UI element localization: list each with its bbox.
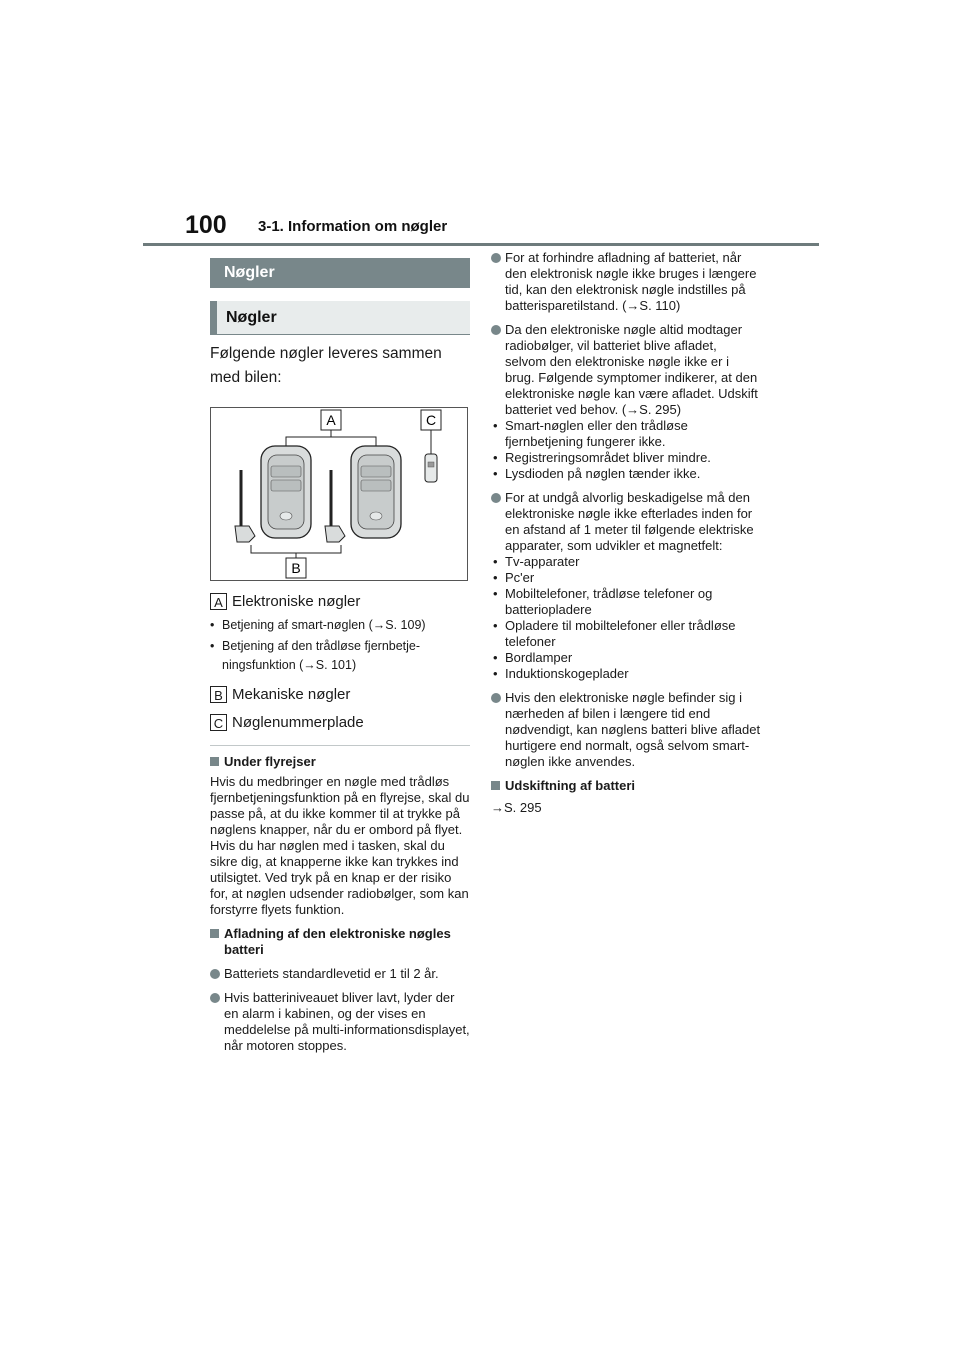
legend-item-c (210, 714, 470, 731)
divider (210, 745, 470, 746)
subsection-title: Nøgler (210, 301, 470, 335)
note-heading-battery: Afladning af den elektroniske nøgles batteri (210, 926, 470, 958)
list-item: • Mobiltelefoner, trådløse telefoner og batteriopladere (491, 586, 761, 618)
list-item: • Bordlamper (491, 650, 761, 666)
note-heading-replace: Udskiftning af batteri (491, 778, 761, 794)
legend-label: Mekaniske nøgler (232, 686, 351, 703)
keys-illustration (210, 407, 468, 581)
note-point: For at undgå alvorlig beskadigelse må den elektroniske nøgle ikke efterlades inden for en afstand af 1 meter til følgende elektriske apparater, som udvikler et magnetfelt: (491, 490, 761, 554)
legend-label: Nøglenummerplade (232, 714, 364, 731)
callout-b: B (291, 560, 301, 576)
note-point: Batteriets standardlevetid er 1 til 2 år. (210, 966, 470, 982)
note-heading-flight: Under flyrejser (210, 754, 470, 770)
left-column (210, 258, 470, 1054)
list-item: • Smart-nøglen eller den trådløse fjernbetjening fungerer ikke. (491, 418, 761, 450)
list-item: • Induktionskogeplader (491, 666, 761, 682)
list-item: • Betjening af den trådløse fjernbetje-ningsfunktion (→S. 101) (210, 637, 470, 675)
symptom-list (491, 418, 761, 482)
mechanical-key-2 (325, 470, 345, 542)
legend-item-a (210, 593, 470, 610)
page-reference: →S. 295 (491, 800, 542, 815)
intro-text: Følgende nøgler leveres sammen med bilen: (210, 345, 442, 386)
list-item: • Lysdioden på nøglen tænder ikke. (491, 466, 761, 482)
section-title: Nøgler (210, 258, 470, 288)
list-item: • Tv-apparater (491, 554, 761, 570)
note-point: Hvis den elektroniske nøgle befinder sig i nærheden af bilen i længere tid end nødvendigt, kan nøglens batteri blive afladet hurtigere end normalt, også selvom smart-nøglen ikke anvendes. (491, 690, 761, 770)
callout-c: C (425, 412, 437, 428)
keys-drawing (211, 408, 467, 580)
legend-letter: C (210, 714, 227, 731)
list-item: • Pc'er (491, 570, 761, 586)
legend-letter: B (210, 686, 227, 703)
list-item: • Registreringsområdet bliver mindre. (491, 450, 761, 466)
smart-key-fob-1 (261, 446, 311, 538)
legend-label: Elektroniske nøgler (232, 593, 361, 610)
legend-a-bullets (210, 616, 470, 675)
note-point: For at forhindre afladning af batteriet, når den elektronisk nøgle ikke bruges i længere tid, kan den elektronisk nøgle indstilles på batterisparetilstand. (→S. 110) (491, 250, 761, 314)
list-item: • Opladere til mobiltelefoner eller trådløse telefoner (491, 618, 761, 650)
note-point: Da den elektroniske nøgle altid modtager radiobølger, vil batteriet blive afladet, selvom den elektroniske nøgle ikke er i brug. Følgende symptomer indikerer, at den elektroniske nøgle kan være afladet. Udskift batteriet ved behov. (→S. 295) (491, 322, 761, 418)
page-number: 100 (185, 211, 227, 239)
chapter-title: 3-1. Information om nøgler (258, 218, 448, 235)
list-item: • Betjening af smart-nøglen (→S. 109) (210, 616, 470, 635)
note-text-flight: Hvis du medbringer en nøgle med trådløs fjernbetjeningsfunktion på en flyrejse, skal du passe på, at du ikke kommer til at trykke på nøglens knapper, når du er ombord på flyet. Hvis du har nøglen med i tasken, skal du sikre dig, at knapperne ikke kan trykkes ind utilsigtet. Ved tryk på en knap er der risiko for, at nøglen udsender radiobølger, som kan forstyrre flyets funktion. (210, 774, 470, 917)
right-column (491, 246, 761, 815)
legend-item-b (210, 686, 470, 703)
device-list (491, 554, 761, 682)
key-number-plate (425, 454, 437, 482)
legend-letter: A (210, 593, 227, 610)
mechanical-key-1 (235, 470, 255, 542)
smart-key-fob-2 (351, 446, 401, 538)
callout-a: A (326, 412, 336, 428)
note-point: Hvis batteriniveauet bliver lavt, lyder der en alarm i kabinen, og der vises en meddelelse på multi-informationsdisplayet, når motoren stoppes. (210, 990, 470, 1054)
